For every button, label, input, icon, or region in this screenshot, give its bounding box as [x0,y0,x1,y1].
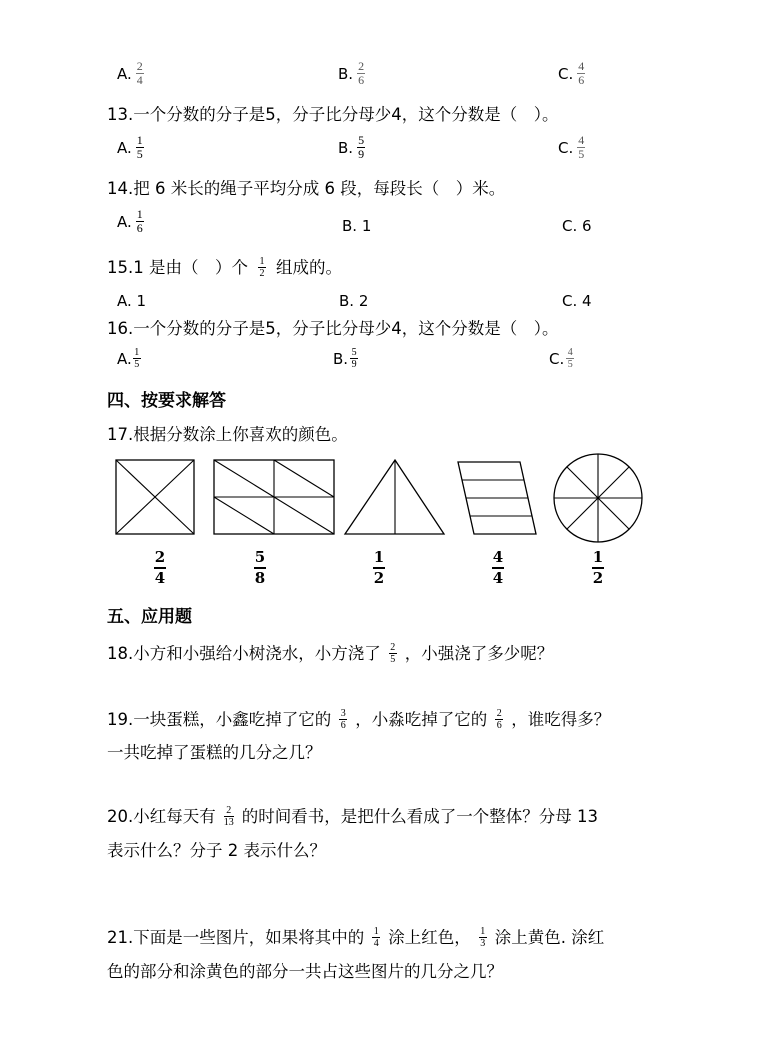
question-13-text: 13.一个分数的分子是5，分子比分母少4，这个分数是（ ）。 [107,105,559,124]
option-letter: C. [558,138,574,157]
question-21-line-2: 色的部分和涂黄色的部分一共占这些图片的几分之几？ [107,962,503,981]
option-letter: A. [117,349,132,368]
q13-option-b[interactable] [338,134,369,161]
option-letter: A. [117,212,132,231]
q13-option-a[interactable] [117,134,148,161]
question-15-before: 15.1 是由（ ）个 [107,257,248,277]
fraction: 4 6 [578,59,585,87]
q15-option-b[interactable]: B. 2 [339,292,369,310]
q12-option-a[interactable] [117,60,148,87]
triangle-shape[interactable] [343,458,447,538]
section-5-heading: 五、应用题 [107,607,192,627]
fraction: 1 4 [373,926,379,949]
fraction: 1 5 [136,133,143,161]
q16-option-b[interactable] [333,347,362,370]
parallelogram-shape[interactable] [456,458,540,538]
fraction: 5 9 [358,133,365,161]
q16-option-c[interactable] [549,347,578,370]
rectangle-shape[interactable] [213,459,337,537]
option-letter: B. [338,138,354,157]
shape-fraction-label: 5 8 [254,548,266,587]
fraction: 4 5 [567,347,573,370]
fraction: 1 2 [259,256,265,279]
option-letter: B. [338,64,354,83]
q15-option-c[interactable]: C. 4 [562,292,592,310]
circle-shape[interactable] [550,452,646,544]
shape-fraction-label: 2 4 [154,548,166,587]
q14-option-a[interactable] [117,208,148,235]
option-letter: B. [333,349,349,368]
fraction: 2 6 [358,59,365,87]
question-15-text [107,256,342,279]
fraction: 1 5 [134,347,140,370]
fraction: 1 3 [480,926,486,949]
q15-option-a[interactable]: A. 1 [117,292,147,310]
question-14-text: 14.把 6 米长的绳子平均分成 6 段，每段长（ ）米。 [107,179,506,198]
q14-option-c[interactable]: C. 6 [562,217,592,235]
question-15-after: 组成的。 [275,257,342,277]
q12-option-c[interactable] [558,60,589,87]
shape-fraction-label: 1 2 [592,548,604,587]
square-shape[interactable] [115,459,199,537]
q12-option-b[interactable] [338,60,369,87]
option-letter: C. [558,64,574,83]
question-16-text: 16.一个分数的分子是5，分子比分母少4，这个分数是（ ）。 [107,319,559,338]
fraction: 2 4 [136,59,143,87]
question-19-line-2: 一共吃掉了蛋糕的几分之几？ [107,743,322,762]
fraction: 4 5 [578,133,585,161]
q14-option-b[interactable]: B. 1 [342,217,372,235]
shape-fraction-label: 1 2 [373,548,385,587]
question-17-text: 17.根据分数涂上你喜欢的颜色。 [107,425,348,444]
shape-fraction-label: 4 4 [492,548,504,587]
question-21-text: 21.下面是一些图片，如果将其中的 1 4 涂上红色， 1 3 涂上黄色. 涂红 [107,926,605,949]
question-18-text: 18.小方和小强给小树浇水，小方浇了 2 5 ，小强浇了多少呢？ [107,642,554,665]
q13-option-c[interactable] [558,134,589,161]
fraction: 2 13 [223,805,234,828]
fraction: 2 6 [496,708,502,731]
q16-option-a[interactable] [117,347,145,370]
fraction: 5 9 [351,347,357,370]
question-20-line-2: 表示什么？分子 2 表示什么？ [107,841,326,860]
option-letter: A. [117,64,132,83]
fraction: 3 6 [340,708,346,731]
question-19-text: 19.一块蛋糕，小鑫吃掉了它的 3 6 ，小淼吃掉了它的 2 6 ，谁吃得多？ [107,708,611,731]
fraction: 2 5 [390,642,396,665]
option-letter: A. [117,138,132,157]
option-letter: C. [549,349,565,368]
section-4-heading: 四、按要求解答 [107,391,226,411]
question-20-text: 20.小红每天有 2 13 的时间看书，是把什么看成了一个整体？分母 13 [107,805,598,828]
fraction: 1 6 [136,207,143,235]
